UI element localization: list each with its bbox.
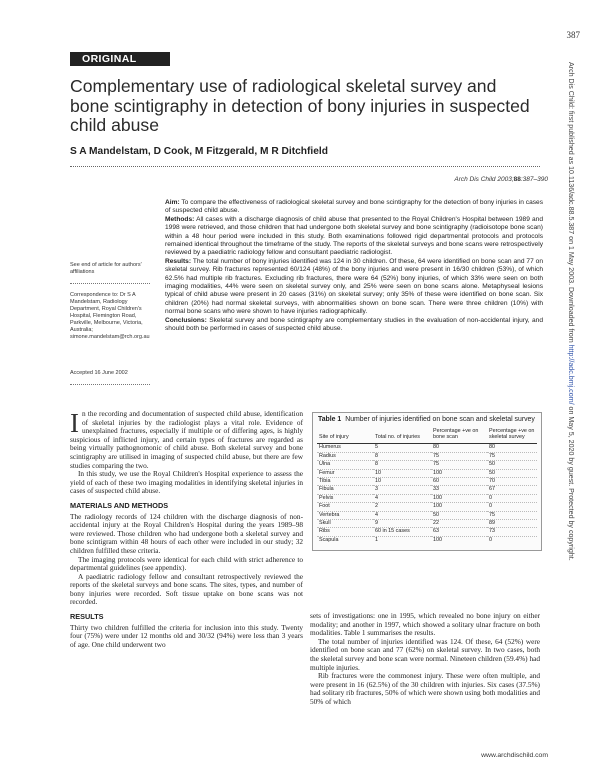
- cell-bone-scan: 75: [431, 461, 487, 469]
- abstract-aim-label: Aim:: [165, 199, 180, 206]
- cell-site: Radius: [317, 452, 373, 460]
- table-row: [317, 444, 537, 452]
- cell-total: 5: [375, 444, 378, 451]
- citation-pages: :387–390: [520, 176, 548, 183]
- abstract-results-text: The total number of bony injuries identified was 124 in 30 children. Of these, 64 were identified on bone scan and 77 on skeletal survey. Rib fractures represented 60/124 (48%) of the bony injuries and were present in 16/30 children (53%), of which 62.5% had multiple rib fractures. Excluding rib fractures, there were 64 (52%) bony injuries, of which 33% were seen on both imaging modalities, 44% were seen on skeletal survey only, and 25% were seen on bone scans alone. Metaphyseal lesions typical of child abuse were present in 20 cases (31%) on skeletal survey; only 35% of these were identified on bone scan. Six children (20%) had normal skeletal surveys, with abnormalities shown on bone scan. There were three children (10%) with normal bone scans who were shown to have injuries radiographically.: [165, 257, 543, 316]
- column-header: Site of injury: [317, 428, 373, 444]
- column-header: Percentage +ve on bone scan: [431, 428, 487, 444]
- section-tag: ORIGINAL ARTICLE: [70, 52, 170, 66]
- citation-year: 2003;: [497, 176, 514, 183]
- cell-total: 2: [373, 503, 431, 511]
- column-header: Percentage +ve on skeletal survey: [487, 428, 537, 444]
- table-caption-text: Number of injuries identified on bone scan and skeletal survey: [345, 416, 535, 423]
- abstract: [165, 199, 543, 334]
- cell-site: Vertebra: [317, 511, 373, 519]
- body-column-right: [310, 612, 540, 707]
- watermark-link[interactable]: http://adc.bmj.com/: [567, 344, 575, 405]
- table-row: [317, 478, 537, 486]
- cell-total: 4: [373, 511, 431, 519]
- cell-skeletal-survey: 67: [487, 486, 537, 494]
- cell-skeletal-survey: 75: [487, 452, 537, 460]
- page-number: 387: [566, 30, 580, 40]
- cell-skeletal-survey: 80: [489, 444, 495, 451]
- cell-bone-scan: 100: [431, 536, 487, 544]
- cell-skeletal-survey: 89: [487, 520, 537, 528]
- cell-total: 10: [373, 469, 431, 477]
- watermark-text: Arch Dis Child: first published as 10.1136/adc.88.5.387 on 1 May 2003. Downloaded from: [567, 62, 575, 345]
- table-row: [317, 486, 537, 494]
- cell-site: Ulna: [317, 461, 373, 469]
- cell-site: Pelvis: [317, 494, 373, 502]
- cell-site: Ribs: [317, 528, 373, 536]
- cell-skeletal-survey: 73: [487, 528, 537, 536]
- citation-volume: 88: [513, 176, 521, 183]
- table-row: [317, 469, 537, 477]
- results-heading: RESULTS: [70, 612, 104, 622]
- results-paragraph: Thirty two children fulfilled the criteria for inclusion into this study. Twenty four (75%) were under 12 months old and 30/32 (94%) were less than 3 years of age. One child underwent two: [70, 622, 303, 649]
- cell-skeletal-survey: 0: [487, 503, 537, 511]
- table-row: [317, 536, 537, 544]
- cell-bone-scan: 33: [431, 486, 487, 494]
- methods-paragraph: The radiology records of 124 children with the discharge diagnosis of non-accidental injury at the Royal Children's Hospital during the years 1989–98 were reviewed. Those children who had undergone both a skeletal survey and bone scintigram within 48 hours of each other were included in our study; 32 children fulfilled these criteria.: [70, 511, 303, 555]
- author-list: S A Mandelstam, D Cook, M Fitzgerald, M R Ditchfield: [70, 146, 328, 157]
- sidebar-divider: [70, 384, 150, 385]
- table-row: [317, 520, 537, 528]
- results-paragraph-cont: sets of investigations: one in 1995, which revealed no bone injury on either modality; and another in 1997, which showed a solitary ulnar fracture on both modalities. Table 1 summarises the results.: [310, 611, 540, 638]
- cell-site: Fibula: [317, 486, 373, 494]
- intro-paragraph: [70, 410, 303, 470]
- methods-paragraph-2: The imaging protocols were identical for each child with strict adherence to departmental guidelines (see appendix).: [70, 554, 303, 573]
- cell-site: Foot: [317, 503, 373, 511]
- results-paragraph-2: The total number of injuries identified was 124. Of these, 64 (52%) were identified on bone scan and 77 (62%) on skeletal survey. In two cases, both the skeletal survey and bone scan were normal. Nineteen children (59.4%) had multiple injuries.: [310, 636, 540, 672]
- cell-skeletal-survey: 50: [487, 469, 537, 477]
- abstract-aim-text: To compare the effectiveness of radiological skeletal survey and bone scintigraphy for the detection of bony injuries in cases of suspected child abuse.: [165, 199, 543, 215]
- cell-skeletal-survey: 70: [487, 478, 537, 486]
- cell-bone-scan: 50: [431, 511, 487, 519]
- table-row: [317, 511, 537, 519]
- abstract-conclusions-label: Conclusions:: [165, 316, 207, 324]
- abstract-aim: [165, 199, 543, 216]
- abstract-conclusions-text: Skeletal survey and bone scintigraphy are complementary studies in the evaluation of non-accidental injury, and should both be performed in cases of suspected child abuse.: [165, 316, 543, 333]
- table-header-row: [317, 428, 537, 444]
- watermark-text-end: on May 5, 2020 by guest. Protected by copyright.: [567, 404, 575, 561]
- methods-paragraph-3: A paediatric radiology fellow and consultant retrospectively reviewed the reports of the skeletal surveys and bone scans. The sites, types, and number of bony injuries were recorded. Soft tissue uptake on bone scans was not recorded.: [70, 571, 303, 607]
- injury-table: [317, 428, 537, 544]
- cell-site: Skull: [317, 520, 373, 528]
- drop-cap: I: [70, 408, 79, 438]
- cell-total: 8: [373, 461, 431, 469]
- column-header: Total no. of injuries: [373, 428, 431, 444]
- abstract-methods: [165, 216, 543, 258]
- abstract-methods-text: All cases with a discharge diagnosis of child abuse that presented to the Royal Children's Hospital between 1989 and 1998 were retrieved, and those children that had undergone both skeletal survey and bone scintigraphy (radioisotope bone scan) within a 48 hour period were included in this study. Both examinations followed rigid departmental protocols and protocols remained identical throughout the timeframe of the study. The reports of the skeletal surveys and bone scans were retrospectively reviewed by a paediatric radiology fellow and consultant paediatric radiologist.: [165, 215, 544, 257]
- intro-text: n the recording and documentation of suspected child abuse, identification of skeletal injuries by the radiologist plays a vital role. Evidence of unexplained fractures, especially if multiple or of differing ages, is highly suspicious of inflicted injury, and certain types of fractures are regarded as being virtually pathognomonic of child abuse. Both skeletal survey and bone scintigraphy are utilised in imaging of suspected child abuse, but there are few studies comparing the two.: [70, 409, 303, 470]
- article-title: Complementary use of radiological skeletal survey and bone scintigraphy in detection of bony injuries in suspected child abuse: [70, 76, 530, 135]
- cell-total: 9: [373, 520, 431, 528]
- cell-skeletal-survey: 0: [487, 536, 537, 544]
- body-column-left: [70, 410, 303, 649]
- abstract-conclusions: [165, 317, 543, 334]
- table-row: [317, 494, 537, 502]
- table-row: [317, 452, 537, 460]
- citation-journal: Arch Dis Child: [454, 176, 496, 183]
- accepted-date: Accepted 16 June 2002: [70, 370, 128, 376]
- cell-site: Scapula: [317, 536, 373, 544]
- sidebar-divider: [70, 283, 150, 284]
- cell-site: Humerus: [319, 444, 341, 451]
- cell-bone-scan: 100: [431, 469, 487, 477]
- intro-paragraph-2: In this study, we use the Royal Children's Hospital experience to assess the yield of each of these two imaging modalities in identifying skeletal injuries in cases of suspected child abuse.: [70, 469, 303, 496]
- cell-bone-scan: 60: [431, 478, 487, 486]
- cell-site: Tibia: [317, 478, 373, 486]
- cell-total: 8: [373, 452, 431, 460]
- see-end-note: See end of article for authors' affiliations: [70, 262, 142, 275]
- cell-skeletal-survey: 50: [487, 461, 537, 469]
- table-row: [317, 461, 537, 469]
- table-row: [317, 503, 537, 511]
- table-row: [317, 528, 537, 536]
- cell-total: 1: [373, 536, 431, 544]
- cell-skeletal-survey: 75: [487, 511, 537, 519]
- cell-total: 4: [373, 494, 431, 502]
- cell-bone-scan: 100: [431, 503, 487, 511]
- journal-citation: [454, 176, 548, 183]
- abstract-results: [165, 258, 543, 317]
- cell-bone-scan: 75: [431, 452, 487, 460]
- abstract-results-label: Results:: [165, 257, 192, 265]
- table-caption: [313, 413, 541, 428]
- cell-site: Femur: [317, 469, 373, 477]
- cell-total: 10: [373, 478, 431, 486]
- cell-bone-scan: 22: [431, 520, 487, 528]
- methods-heading: MATERIALS AND METHODS: [70, 500, 169, 510]
- cell-total: 3: [373, 486, 431, 494]
- cell-total: 60 in 15 cases: [373, 528, 431, 536]
- download-watermark: [567, 62, 575, 662]
- cell-bone-scan: 100: [431, 494, 487, 502]
- results-paragraph-3: Rib fractures were the commonest injury. These were often multiple, and were present in 16 (62.5%) of the 30 children with injuries. Six cases (37.5%) had solitary rib fractures, 50% of which were shown using both modalities and 50% of which: [310, 671, 541, 706]
- table-label: Table 1: [318, 416, 342, 423]
- footer-url: www.archdischild.com: [481, 752, 548, 759]
- table-1: [312, 412, 542, 551]
- dotted-divider: [70, 166, 540, 167]
- cell-bone-scan: 80: [433, 444, 439, 451]
- cell-skeletal-survey: 0: [487, 494, 537, 502]
- correspondence-note: Correspondence to: Dr S A Mandelstam, Radiology Department, Royal Children's Hospital, Flemington Road, Parkville, Melbourne, Victoria, Australia; simone.mandelstam@rch.org.au: [70, 292, 150, 340]
- abstract-methods-label: Methods:: [165, 215, 195, 223]
- cell-bone-scan: 63: [431, 528, 487, 536]
